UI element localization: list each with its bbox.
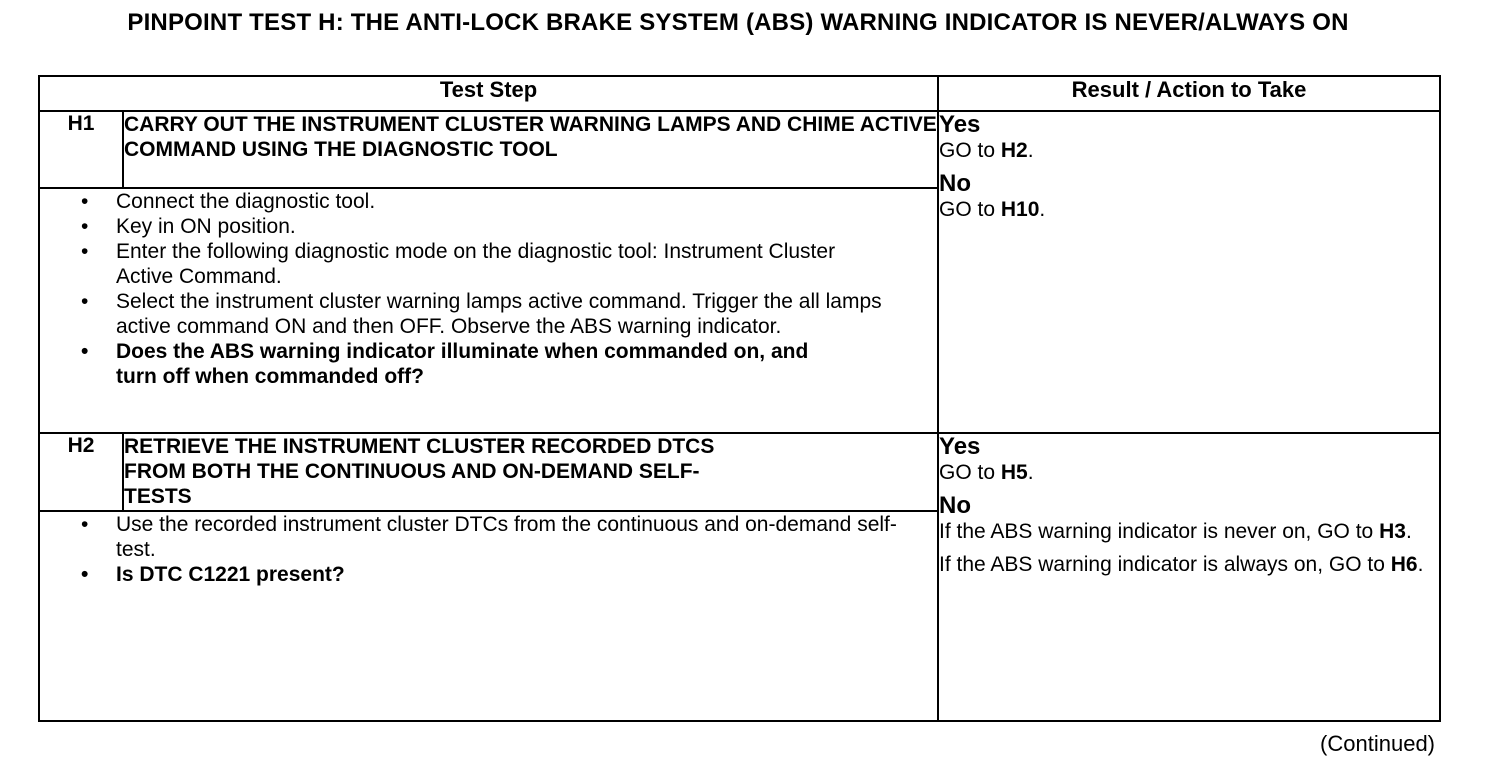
list-item: [78, 189, 937, 214]
step-h1-title: CARRY OUT THE INSTRUMENT CLUSTER WARNING LAMPS AND CHIME ACTIVE COMMAND USING THE DIAGNOSTIC TOOL: [123, 111, 938, 188]
step-h2-id: H2: [39, 433, 123, 511]
step-h1-bullet-list: [78, 189, 937, 389]
continued-label: (Continued): [1320, 731, 1435, 756]
bullet-dot: •: [81, 563, 89, 587]
bullet-text: Key in ON position.: [116, 215, 296, 238]
step-h2-body: [39, 511, 938, 721]
bullet-dot: •: [81, 215, 89, 238]
list-item: [78, 512, 937, 562]
bullet-text: Select the instrument cluster warning lamps active command. Trigger the all lamps active command ON and then OFF. Observe the ABS warning indicator.: [116, 290, 882, 338]
list-item: [78, 214, 937, 239]
result-action: [939, 138, 1439, 163]
result-action-end: .: [1027, 461, 1034, 484]
result-action-text: GO to: [939, 461, 1001, 484]
step-h2-title: RETRIEVE THE INSTRUMENT CLUSTER RECORDED DTCS FROM BOTH THE CONTINUOUS AND ON-DEMAND SELF-TESTS: [123, 433, 938, 511]
result-yes-label: Yes: [939, 433, 981, 460]
result-action-end: .: [1027, 139, 1034, 162]
result-action-text: GO to: [939, 198, 1001, 221]
test-step-header: Test Step: [39, 76, 938, 111]
list-item: [78, 289, 937, 339]
step-reference: H10: [1000, 198, 1040, 221]
bullet-dot: •: [81, 240, 89, 263]
list-item: [78, 239, 937, 289]
result-action: [939, 197, 1439, 222]
result-action-end: .: [1039, 198, 1046, 221]
step-reference: H5: [1000, 461, 1028, 484]
question-item: [78, 339, 937, 389]
result-action: [939, 519, 1439, 544]
pinpoint-test-table: [38, 75, 1441, 722]
step-reference: H3: [1379, 520, 1406, 543]
result-action-end: .: [1417, 553, 1424, 576]
result-action: [939, 552, 1439, 577]
question-text: Is DTC C1221 present?: [116, 563, 345, 587]
bullet-dot: •: [81, 340, 89, 363]
result-action-text: If the ABS warning indicator is never on, GO to: [939, 520, 1380, 543]
step-reference: H6: [1390, 553, 1418, 576]
result-action-text: If the ABS warning indicator is always on, GO to: [939, 553, 1391, 576]
result-action: [939, 460, 1439, 485]
result-no-label: No: [939, 170, 972, 197]
result-yes-label: Yes: [939, 111, 981, 138]
result-header: Result / Action to Take: [938, 76, 1440, 111]
result-action-end: .: [1405, 520, 1412, 543]
question-item: [78, 562, 937, 587]
step-h1-body: [39, 188, 938, 433]
bullet-dot: •: [81, 290, 89, 313]
result-action-text: GO to: [939, 139, 1001, 162]
step-h1-id: H1: [39, 111, 123, 188]
result-no-block: [939, 493, 1439, 577]
step-h2-title-row: [39, 433, 1440, 511]
result-yes-block: [939, 434, 1439, 485]
question-text: Does the ABS warning indicator illuminate when commanded on, and turn off when commanded off?: [116, 340, 809, 388]
bullet-dot: •: [81, 513, 89, 537]
step-h1-results: [938, 111, 1440, 433]
step-h2-bullet-list: [78, 512, 937, 587]
step-h1-title-row: [39, 111, 1440, 188]
bullet-text: Connect the diagnostic tool.: [116, 190, 376, 213]
header-row: [39, 76, 1440, 111]
step-reference: H2: [1000, 139, 1028, 162]
result-no-label: No: [939, 492, 972, 519]
result-no-block: [939, 171, 1439, 222]
bullet-text: Use the recorded instrument cluster DTCs from the continuous and on-demand self-test.: [116, 513, 897, 562]
bullet-dot: •: [81, 190, 89, 213]
result-yes-block: [939, 112, 1439, 163]
step-h2-results: [938, 433, 1440, 721]
page-title: PINPOINT TEST H: THE ANTI-LOCK BRAKE SYSTEM (ABS) WARNING INDICATOR IS NEVER/ALWAYS ON: [127, 9, 1349, 36]
bullet-text: Enter the following diagnostic mode on the diagnostic tool: Instrument Cluster Active Command.: [116, 240, 836, 288]
